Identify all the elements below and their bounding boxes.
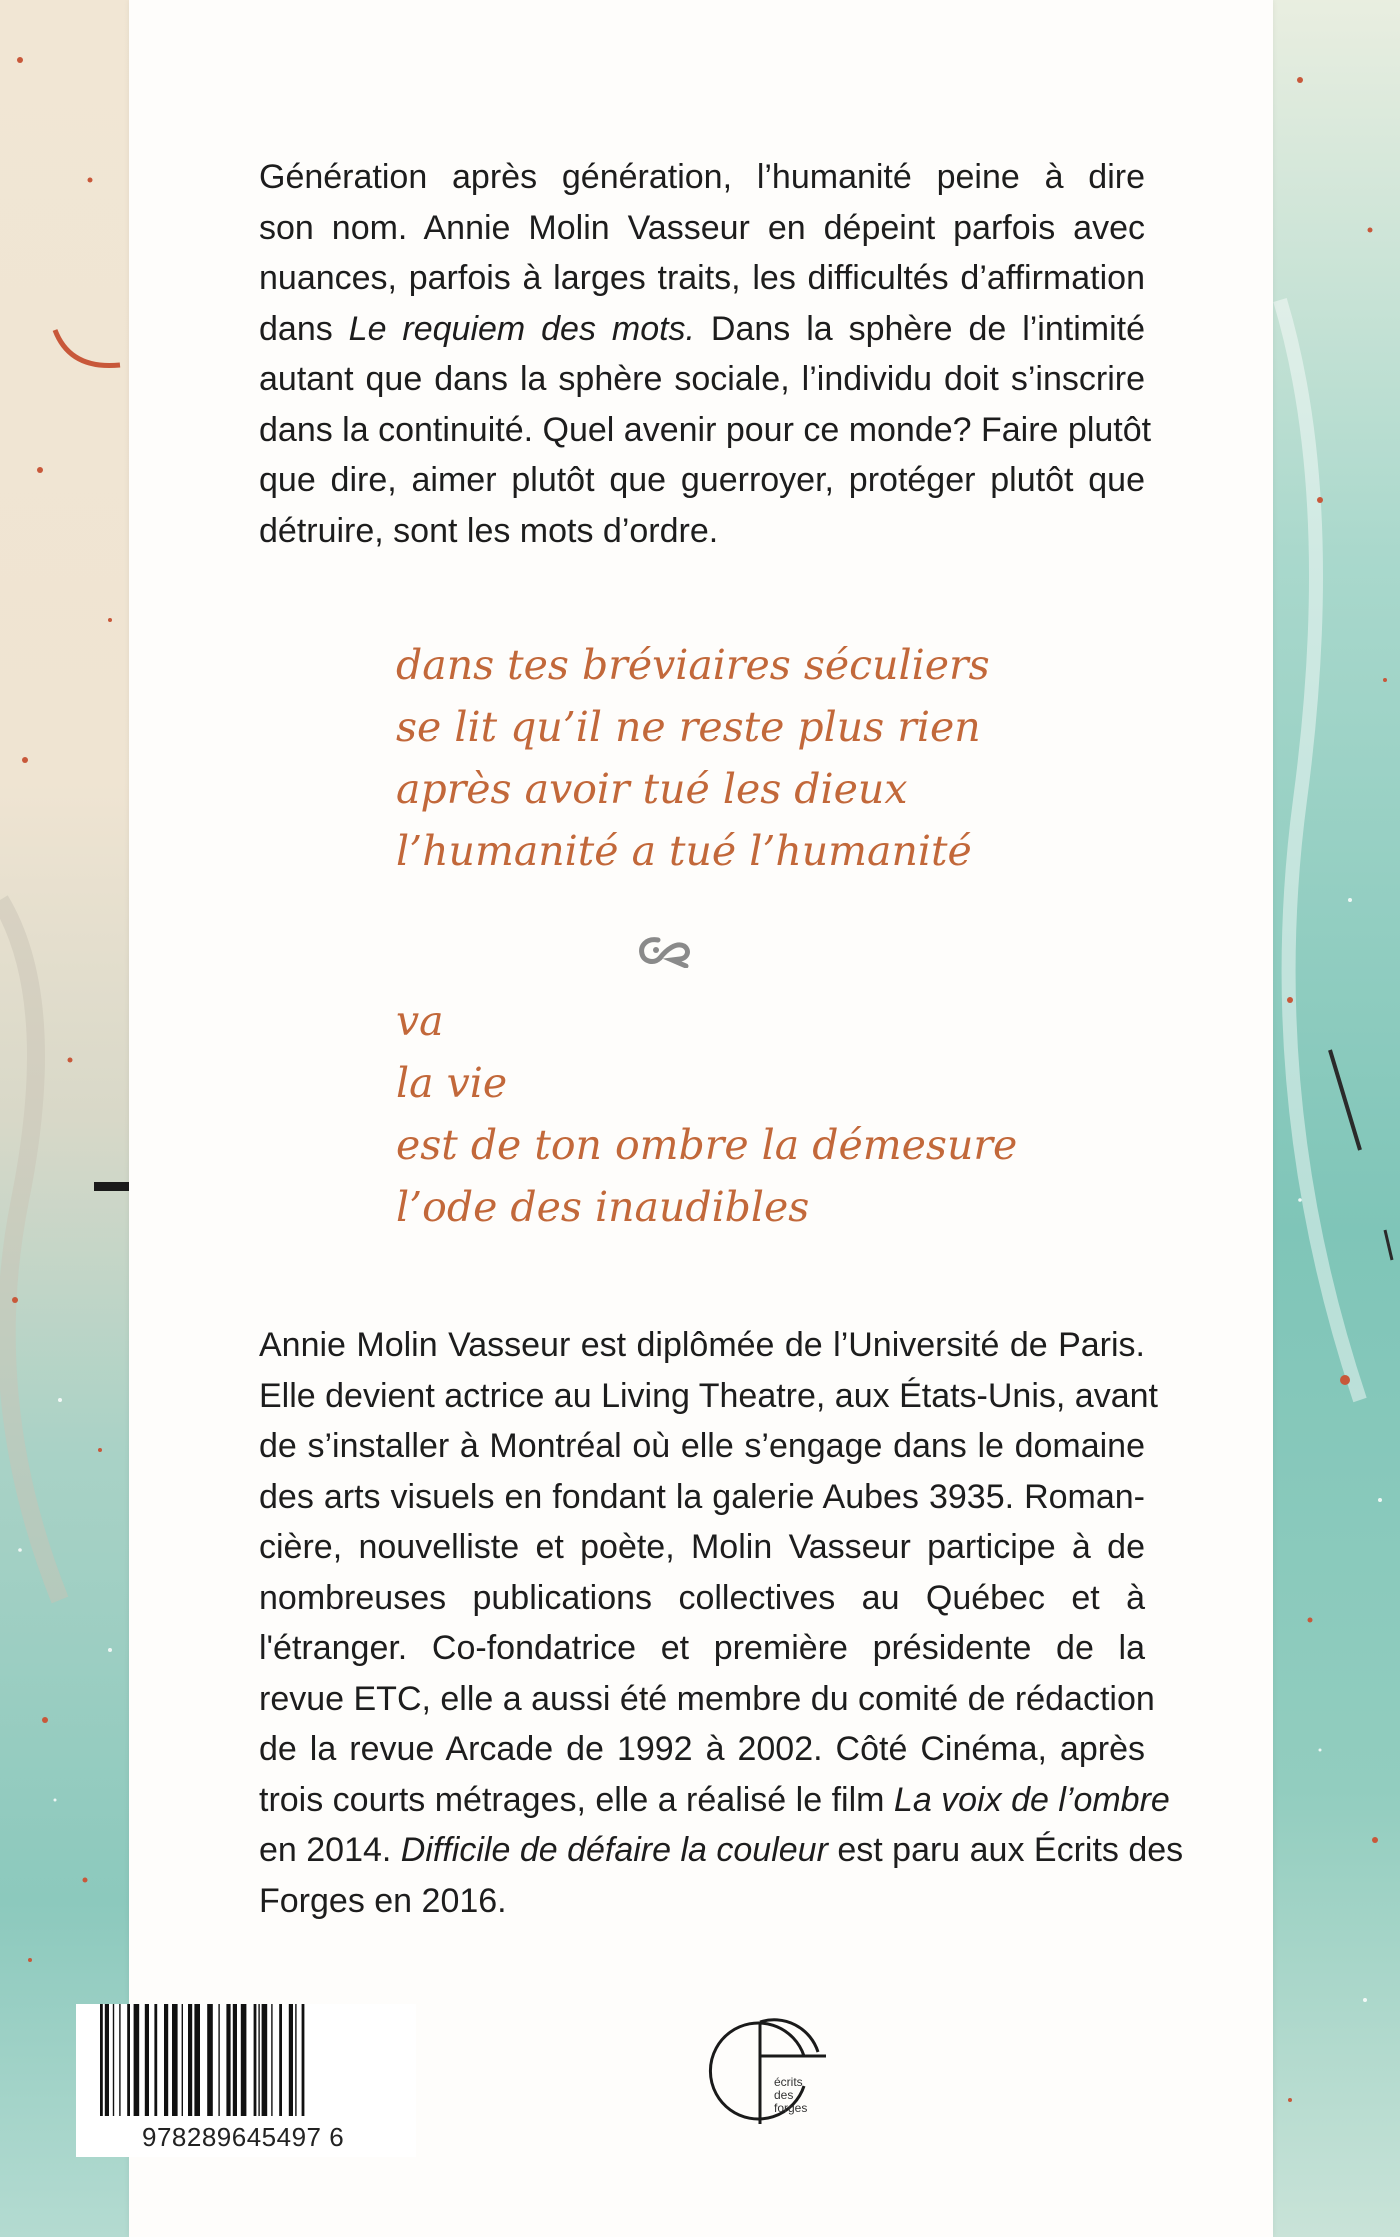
barcode-bar <box>218 2004 219 2116</box>
intro-line-with-title <box>259 304 1145 355</box>
poem-line: dans tes bréviaires séculiers <box>396 641 990 689</box>
poem-line: va <box>396 997 444 1045</box>
barcode-bar <box>105 2004 109 2116</box>
barcode-bar <box>134 2004 140 2116</box>
publisher-name-line: écrits <box>774 2075 803 2089</box>
barcode-bar <box>302 2004 305 2116</box>
poem-excerpt-1 <box>396 634 990 882</box>
bio-line: Forges en 2016. <box>259 1881 507 1920</box>
intro-line: nuances, parfois à larges traits, les difficultés d’affirmation <box>259 259 1145 297</box>
bio-line: nombreuses publications collectives au Québec et à <box>259 1578 1145 1617</box>
barcode-bar <box>172 2004 178 2116</box>
intro-line: détruire, sont les mots d’ordre. <box>259 511 719 550</box>
intro-text: dans <box>259 309 349 348</box>
poem-line: la vie <box>396 1059 508 1107</box>
barcode-bar <box>233 2004 237 2116</box>
book-title: Difficile de défaire la couleur <box>400 1831 828 1869</box>
barcode-bars <box>98 2004 394 2116</box>
poem-line: l’ode des inaudibles <box>396 1183 810 1231</box>
publisher-name-line: forges <box>774 2101 808 2115</box>
intro-text: Dans la sphère de l’intimité <box>695 309 1145 348</box>
barcode-bar <box>279 2004 282 2116</box>
intro-line: dans la continuité. Quel avenir pour ce monde? Faire plutôt <box>259 410 1152 449</box>
bio-text: trois courts métrages, elle a réalisé le film <box>259 1780 894 1819</box>
publisher-logo <box>700 2004 830 2134</box>
barcode-bar <box>262 2004 268 2116</box>
isbn-barcode <box>76 2004 416 2157</box>
barcode-bar <box>254 2004 257 2116</box>
barcode-bar <box>145 2004 149 2116</box>
barcode-bar <box>164 2004 168 2116</box>
isbn-number: 978289645497 6 <box>142 2122 345 2152</box>
intro-line: Génération après génération, l’humanité peine à dire <box>259 158 1145 196</box>
poem-line: se lit qu’il ne reste plus rien <box>396 703 981 751</box>
bio-line: cière, nouvelliste et poète, Molin Vasseur participe à de <box>259 1528 1145 1566</box>
poem-excerpt-2 <box>396 990 1017 1238</box>
intro-line: autant que dans la sphère sociale, l’individu doit s’inscrire <box>259 360 1145 398</box>
barcode-bar <box>182 2004 183 2116</box>
barcode-bar <box>194 2004 200 2116</box>
intro-line: son nom. Annie Molin Vasseur en dépeint parfois avec <box>259 208 1145 247</box>
intro-line: que dire, aimer plutôt que guerroyer, protéger plutôt que <box>259 461 1145 499</box>
intro-paragraph <box>259 152 1152 556</box>
book-title: Le requiem des mots. <box>348 309 695 348</box>
barcode-bar <box>289 2004 293 2116</box>
barcode-bar <box>271 2004 272 2116</box>
bio-line: l'étranger. Co-fondatrice et première présidente de la <box>259 1629 1145 1667</box>
film-title: La voix de l’ombre <box>893 1780 1170 1819</box>
bio-line: des arts visuels en fondant la galerie Aubes 3935. Roman- <box>259 1477 1145 1516</box>
bio-line: Annie Molin Vasseur est diplômée de l’Université de Paris. <box>259 1326 1145 1364</box>
barcode-bar <box>188 2004 192 2116</box>
barcode-bar <box>207 2004 213 2116</box>
bio-line-book <box>259 1825 1184 1876</box>
poem-line: après avoir tué les dieux <box>396 765 908 813</box>
bio-line: de s’installer à Montréal où elle s’engage dans le domaine <box>259 1427 1145 1465</box>
bio-line-film <box>259 1775 1170 1826</box>
barcode-bar <box>295 2004 296 2116</box>
bio-line: de la revue Arcade de 1992 à 2002. Côté Cinéma, après <box>259 1730 1145 1768</box>
ornament-icon <box>636 932 694 968</box>
bio-line: revue ETC, elle a aussi été membre du comité de rédaction <box>259 1679 1155 1718</box>
barcode-bar <box>100 2004 103 2116</box>
barcode-bar <box>113 2004 114 2116</box>
publisher-name <box>774 2076 807 2115</box>
barcode-bar <box>226 2004 230 2116</box>
barcode-bar <box>258 2004 259 2116</box>
author-bio <box>259 1320 1184 1926</box>
poem-line: est de ton ombre la démesure <box>396 1121 1018 1169</box>
barcode-bar <box>119 2004 120 2116</box>
bio-line: Elle devient actrice au Living Theatre, aux États-Unis, avant <box>259 1376 1158 1415</box>
barcode-bar <box>154 2004 157 2116</box>
publisher-name-line: des <box>774 2088 794 2102</box>
barcode-bar <box>127 2004 130 2116</box>
poem-line: l’humanité a tué l’humanité <box>396 827 972 875</box>
bio-text: est paru aux Écrits des <box>827 1831 1184 1869</box>
bio-text: en 2014. <box>259 1831 401 1869</box>
barcode-bar <box>241 2004 247 2116</box>
